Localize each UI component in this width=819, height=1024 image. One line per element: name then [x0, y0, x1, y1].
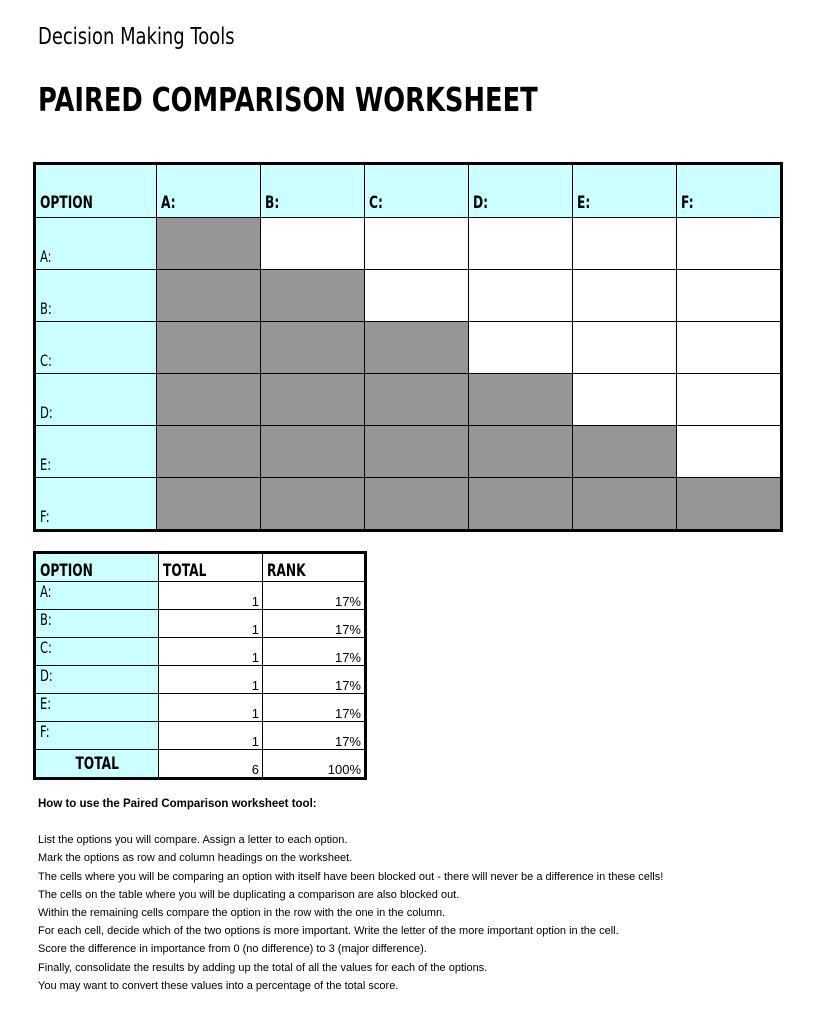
- summary-total-label: TOTAL: [35, 750, 159, 779]
- blocked-cell: [365, 322, 469, 374]
- blocked-cell: [469, 374, 573, 426]
- summary-row: [35, 666, 366, 694]
- summary-total-cell[interactable]: 1: [159, 610, 263, 638]
- summary-row: [35, 694, 366, 722]
- comparison-cell[interactable]: [469, 270, 573, 322]
- comparison-cell[interactable]: [573, 218, 677, 270]
- instruction-line: The cells on the table where you will be duplicating a comparison are also blocked out.: [38, 888, 460, 901]
- matrix-col-header: D:: [469, 164, 573, 218]
- summary-rank-cell: 17%: [263, 638, 366, 666]
- summary-total-cell[interactable]: 1: [159, 722, 263, 750]
- document-subtitle: Decision Making Tools: [38, 24, 235, 50]
- matrix-row: [35, 374, 782, 426]
- comparison-cell[interactable]: [573, 322, 677, 374]
- summary-total-cell[interactable]: 1: [159, 582, 263, 610]
- matrix-col-header: E:: [573, 164, 677, 218]
- matrix-row: [35, 478, 782, 531]
- instruction-line: For each cell, decide which of the two options is more important. Write the letter of the more important option in the cell.: [38, 925, 619, 938]
- summary-table: [33, 551, 367, 780]
- instruction-line: The cells where you will be comparing an option with itself have been blocked out - there will never be a difference in these cells!: [38, 870, 664, 883]
- matrix-col-header: F:: [677, 164, 782, 218]
- summary-option-label: D:: [35, 666, 159, 694]
- matrix-row-label: D:: [35, 374, 157, 426]
- summary-header-total: TOTAL: [159, 553, 263, 582]
- matrix-corner-header: OPTION: [35, 164, 157, 218]
- comparison-cell[interactable]: [677, 218, 782, 270]
- blocked-cell: [157, 322, 261, 374]
- summary-header-row: [35, 553, 366, 582]
- blocked-cell: [157, 426, 261, 478]
- instruction-line: Score the difference in importance from 0 (no difference) to 3 (major difference).: [38, 943, 427, 956]
- instruction-line: Mark the options as row and column headings on the worksheet.: [38, 852, 353, 865]
- instructions: [38, 795, 798, 995]
- blocked-cell: [261, 478, 365, 531]
- blocked-cell: [157, 270, 261, 322]
- summary-header-rank: RANK: [263, 553, 366, 582]
- comparison-cell[interactable]: [573, 374, 677, 426]
- summary-option-label: B:: [35, 610, 159, 638]
- blocked-cell: [157, 374, 261, 426]
- matrix-row-label: B:: [35, 270, 157, 322]
- matrix-row: [35, 426, 782, 478]
- summary-total-cell[interactable]: 1: [159, 694, 263, 722]
- blocked-cell: [573, 478, 677, 531]
- summary-grand-total: 6: [159, 750, 263, 779]
- matrix-row-label: E:: [35, 426, 157, 478]
- comparison-cell[interactable]: [469, 218, 573, 270]
- summary-row: [35, 638, 366, 666]
- summary-header-option: OPTION: [35, 553, 159, 582]
- matrix-row-label: C:: [35, 322, 157, 374]
- comparison-cell[interactable]: [677, 322, 782, 374]
- blocked-cell: [261, 426, 365, 478]
- instruction-line: List the options you will compare. Assign a letter to each option.: [38, 834, 348, 847]
- summary-option-label: F:: [35, 722, 159, 750]
- blocked-cell: [261, 322, 365, 374]
- summary-rank-cell: 17%: [263, 582, 366, 610]
- summary-total-cell[interactable]: 1: [159, 666, 263, 694]
- blocked-cell: [261, 270, 365, 322]
- blocked-cell: [469, 426, 573, 478]
- comparison-cell[interactable]: [573, 270, 677, 322]
- summary-grand-rank: 100%: [263, 750, 366, 779]
- comparison-cell[interactable]: [677, 374, 782, 426]
- blocked-cell: [365, 478, 469, 531]
- comparison-cell[interactable]: [469, 322, 573, 374]
- instruction-line: You may want to convert these values into a percentage of the total score.: [38, 979, 399, 992]
- comparison-cell[interactable]: [677, 270, 782, 322]
- page-title: PAIRED COMPARISON WORKSHEET: [38, 80, 538, 119]
- instruction-line: Finally, consolidate the results by adding up the total of all the values for each of the options.: [38, 961, 488, 974]
- matrix-header-row: [35, 164, 782, 218]
- blocked-cell: [365, 426, 469, 478]
- matrix-row: [35, 218, 782, 270]
- blocked-cell: [261, 374, 365, 426]
- matrix-row: [35, 270, 782, 322]
- summary-rank-cell: 17%: [263, 610, 366, 638]
- matrix-row-label: A:: [35, 218, 157, 270]
- comparison-cell[interactable]: [677, 426, 782, 478]
- comparison-cell[interactable]: [365, 270, 469, 322]
- summary-option-label: E:: [35, 694, 159, 722]
- summary-row: [35, 722, 366, 750]
- matrix-col-header: A:: [157, 164, 261, 218]
- matrix-col-header: C:: [365, 164, 469, 218]
- blocked-cell: [677, 478, 782, 531]
- summary-option-label: C:: [35, 638, 159, 666]
- instructions-heading: How to use the Paired Comparison worksheet tool:: [38, 798, 317, 810]
- blocked-cell: [573, 426, 677, 478]
- blocked-cell: [365, 374, 469, 426]
- matrix-col-header: B:: [261, 164, 365, 218]
- summary-row: [35, 610, 366, 638]
- summary-row: [35, 582, 366, 610]
- blocked-cell: [157, 218, 261, 270]
- comparison-matrix: [33, 162, 783, 532]
- summary-total-row: [35, 750, 366, 779]
- summary-option-label: A:: [35, 582, 159, 610]
- summary-total-cell[interactable]: 1: [159, 638, 263, 666]
- instruction-line: Within the remaining cells compare the option in the row with the one in the column.: [38, 907, 446, 920]
- summary-rank-cell: 17%: [263, 722, 366, 750]
- blocked-cell: [157, 478, 261, 531]
- comparison-cell[interactable]: [365, 218, 469, 270]
- matrix-row-label: F:: [35, 478, 157, 531]
- comparison-cell[interactable]: [261, 218, 365, 270]
- summary-rank-cell: 17%: [263, 694, 366, 722]
- summary-rank-cell: 17%: [263, 666, 366, 694]
- matrix-row: [35, 322, 782, 374]
- blocked-cell: [469, 478, 573, 531]
